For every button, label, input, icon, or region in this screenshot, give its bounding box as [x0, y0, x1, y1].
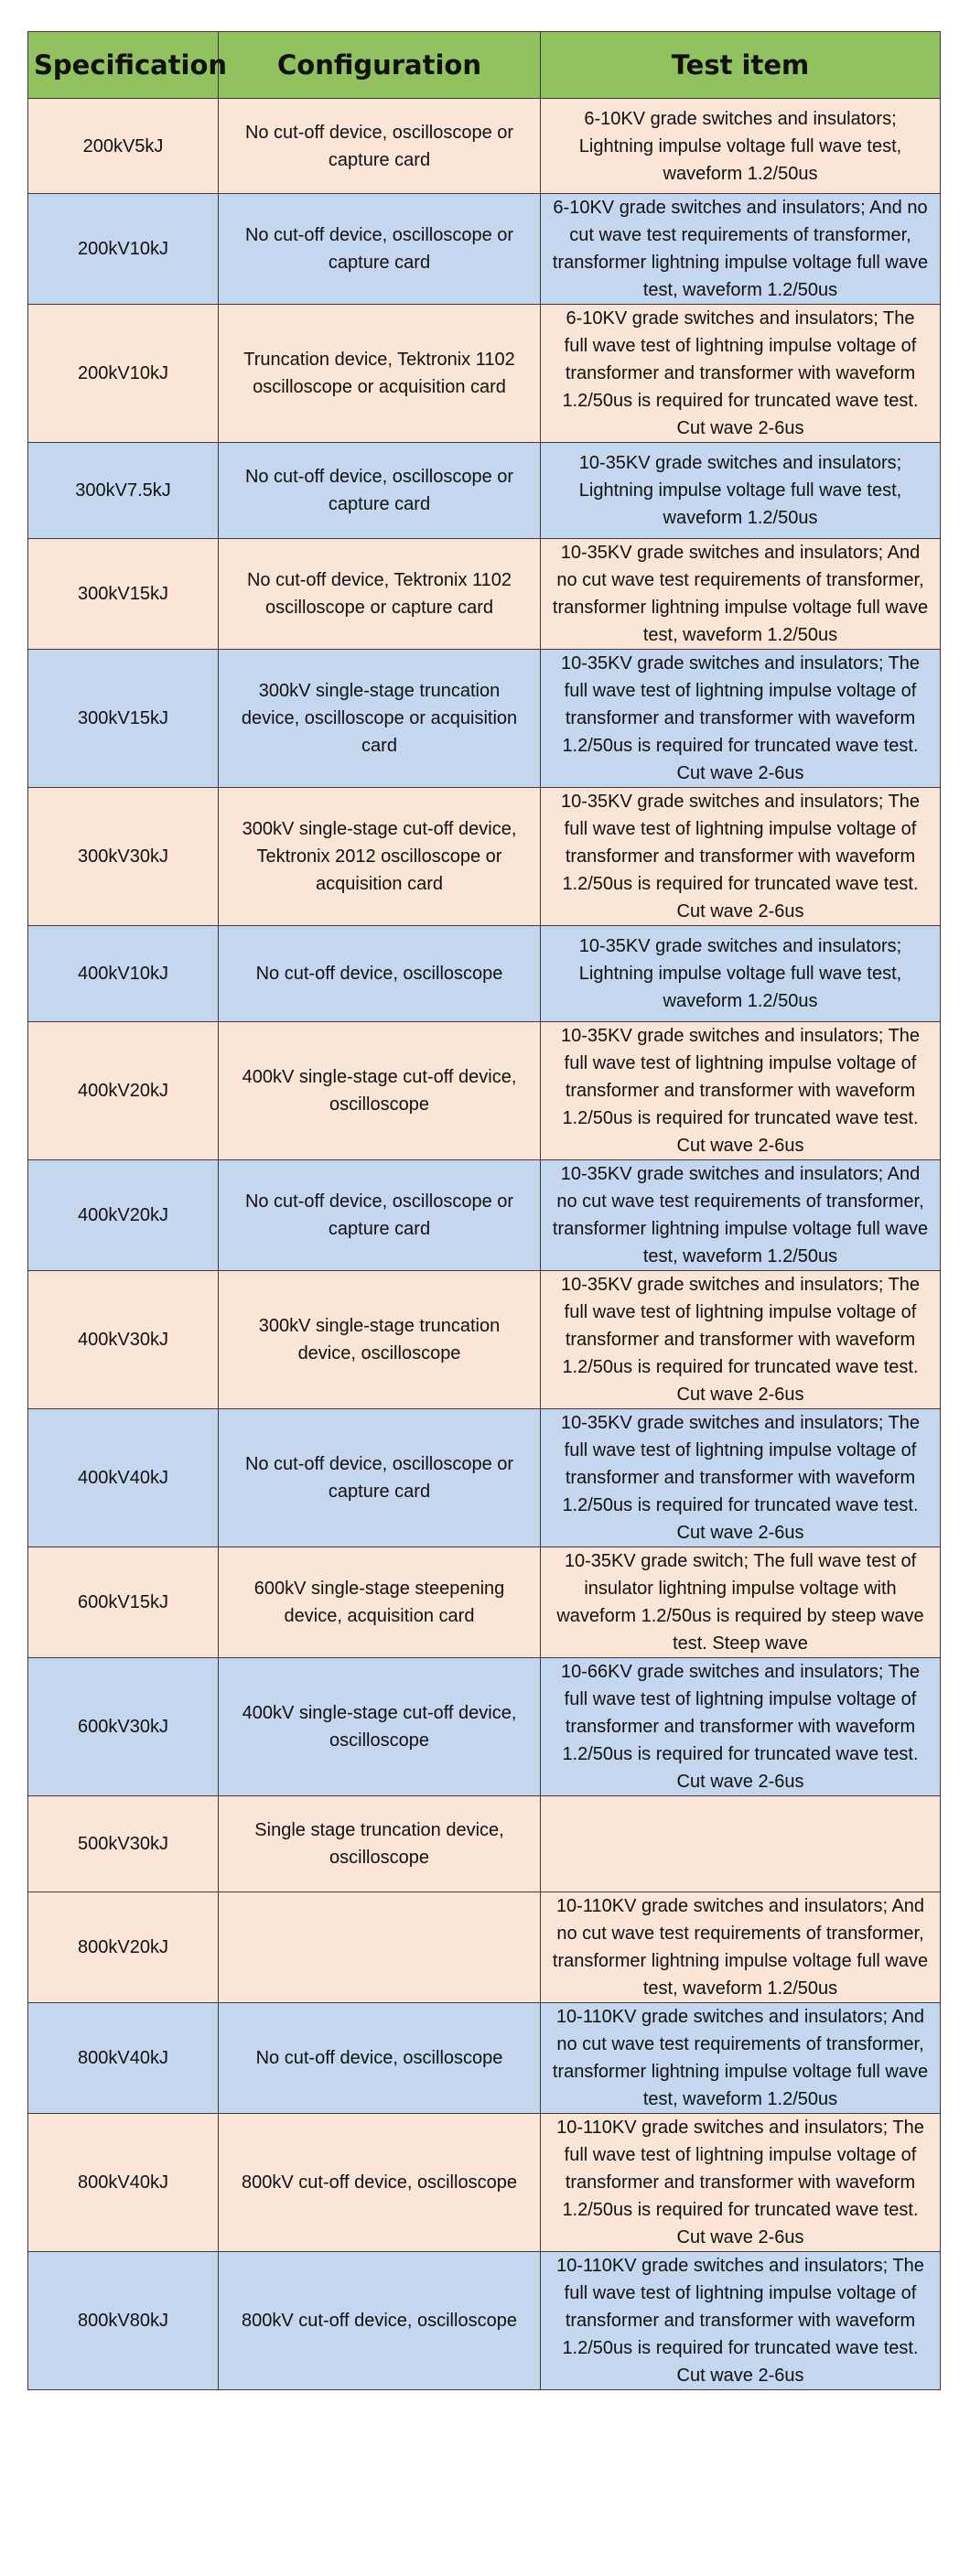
cell-specification: 800kV20kJ: [28, 1892, 219, 2003]
cell-configuration: 300kV single-stage truncation device, oscilloscope: [219, 1271, 541, 1409]
cell-specification: 200kV10kJ: [28, 194, 219, 305]
cell-specification: 400kV30kJ: [28, 1271, 219, 1409]
cell-configuration: Truncation device, Tektronix 1102 oscilloscope or acquisition card: [219, 305, 541, 443]
cell-test-item: [541, 1796, 941, 1892]
table-row: [28, 539, 941, 650]
cell-specification: 800kV40kJ: [28, 2003, 219, 2114]
cell-test-item: 10-110KV grade switches and insulators; And no cut wave test requirements of transformer, transformer lightning impulse voltage full wave test, waveform 1.2/50us: [541, 2003, 941, 2114]
cell-configuration: 400kV single-stage cut-off device, oscilloscope: [219, 1022, 541, 1160]
cell-specification: 800kV80kJ: [28, 2252, 219, 2390]
cell-configuration: 400kV single-stage cut-off device, oscilloscope: [219, 1658, 541, 1796]
cell-test-item: 10-66KV grade switches and insulators; The full wave test of lightning impulse voltage of transformer and transformer with waveform 1.2/50us is required for truncated wave test. Cut wave 2-6us: [541, 1658, 941, 1796]
table-row: [28, 926, 941, 1022]
cell-specification: 400kV20kJ: [28, 1160, 219, 1271]
cell-configuration: No cut-off device, oscilloscope or capture card: [219, 1409, 541, 1547]
cell-configuration: No cut-off device, oscilloscope or capture card: [219, 1160, 541, 1271]
cell-specification: 400kV40kJ: [28, 1409, 219, 1547]
header-configuration: Configuration: [219, 32, 541, 99]
table-row: [28, 1409, 941, 1547]
cell-specification: 200kV5kJ: [28, 99, 219, 194]
cell-configuration: No cut-off device, oscilloscope or capture card: [219, 194, 541, 305]
cell-specification: 300kV7.5kJ: [28, 443, 219, 539]
header-specification: Specification: [28, 32, 219, 99]
cell-configuration: 800kV cut-off device, oscilloscope: [219, 2114, 541, 2252]
cell-test-item: 10-35KV grade switches and insulators; Lightning impulse voltage full wave test, waveform 1.2/50us: [541, 443, 941, 539]
table-row: [28, 99, 941, 194]
cell-configuration: 600kV single-stage steepening device, acquisition card: [219, 1547, 541, 1658]
cell-test-item: 10-110KV grade switches and insulators; The full wave test of lightning impulse voltage of transformer and transformer with waveform 1.2/50us is required for truncated wave test. Cut wave 2-6us: [541, 2252, 941, 2390]
cell-specification: 300kV15kJ: [28, 539, 219, 650]
cell-specification: 600kV30kJ: [28, 1658, 219, 1796]
table-row: [28, 2003, 941, 2114]
cell-configuration: 800kV cut-off device, oscilloscope: [219, 2252, 541, 2390]
cell-test-item: 10-35KV grade switches and insulators; The full wave test of lightning impulse voltage of transformer and transformer with waveform 1.2/50us is required for truncated wave test. Cut wave 2-6us: [541, 1271, 941, 1409]
cell-specification: 300kV15kJ: [28, 650, 219, 788]
table-row: [28, 1796, 941, 1892]
cell-specification: 600kV15kJ: [28, 1547, 219, 1658]
cell-configuration: No cut-off device, Tektronix 1102 oscilloscope or capture card: [219, 539, 541, 650]
cell-configuration: Single stage truncation device, oscilloscope: [219, 1796, 541, 1892]
cell-specification: 400kV20kJ: [28, 1022, 219, 1160]
cell-test-item: 6-10KV grade switches and insulators; The full wave test of lightning impulse voltage of transformer and transformer with waveform 1.2/50us is required for truncated wave test. Cut wave 2-6us: [541, 305, 941, 443]
header-test-item: Test item: [541, 32, 941, 99]
cell-test-item: 6-10KV grade switches and insulators; And no cut wave test requirements of transformer, transformer lightning impulse voltage full wave test, waveform 1.2/50us: [541, 194, 941, 305]
table-row: [28, 305, 941, 443]
table-row: [28, 650, 941, 788]
spec-table: [27, 31, 941, 2390]
cell-test-item: 10-35KV grade switches and insulators; And no cut wave test requirements of transformer, transformer lightning impulse voltage full wave test, waveform 1.2/50us: [541, 539, 941, 650]
cell-test-item: 6-10KV grade switches and insulators; Lightning impulse voltage full wave test, waveform 1.2/50us: [541, 99, 941, 194]
cell-test-item: 10-35KV grade switches and insulators; The full wave test of lightning impulse voltage of transformer and transformer with waveform 1.2/50us is required for truncated wave test. Cut wave 2-6us: [541, 788, 941, 926]
cell-configuration: No cut-off device, oscilloscope: [219, 926, 541, 1022]
cell-configuration: No cut-off device, oscilloscope or capture card: [219, 443, 541, 539]
spec-table-wrapper: [27, 31, 940, 2390]
cell-specification: 400kV10kJ: [28, 926, 219, 1022]
cell-configuration: 300kV single-stage cut-off device, Tektronix 2012 oscilloscope or acquisition card: [219, 788, 541, 926]
table-row: [28, 1658, 941, 1796]
cell-specification: 800kV40kJ: [28, 2114, 219, 2252]
cell-test-item: 10-35KV grade switch; The full wave test of insulator lightning impulse voltage with waveform 1.2/50us is required by steep wave test. Steep wave: [541, 1547, 941, 1658]
table-row: [28, 2114, 941, 2252]
cell-configuration: 300kV single-stage truncation device, oscilloscope or acquisition card: [219, 650, 541, 788]
table-row: [28, 1160, 941, 1271]
table-row: [28, 194, 941, 305]
cell-configuration: [219, 1892, 541, 2003]
table-row: [28, 1547, 941, 1658]
table-row: [28, 1892, 941, 2003]
cell-test-item: 10-35KV grade switches and insulators; The full wave test of lightning impulse voltage of transformer and transformer with waveform 1.2/50us is required for truncated wave test. Cut wave 2-6us: [541, 1409, 941, 1547]
table-body: [28, 99, 941, 2390]
table-row: [28, 2252, 941, 2390]
cell-test-item: 10-35KV grade switches and insulators; The full wave test of lightning impulse voltage of transformer and transformer with waveform 1.2/50us is required for truncated wave test. Cut wave 2-6us: [541, 1022, 941, 1160]
cell-specification: 300kV30kJ: [28, 788, 219, 926]
table-row: [28, 443, 941, 539]
table-row: [28, 1022, 941, 1160]
table-row: [28, 788, 941, 926]
cell-test-item: 10-110KV grade switches and insulators; The full wave test of lightning impulse voltage of transformer and transformer with waveform 1.2/50us is required for truncated wave test. Cut wave 2-6us: [541, 2114, 941, 2252]
cell-test-item: 10-110KV grade switches and insulators; And no cut wave test requirements of transformer, transformer lightning impulse voltage full wave test, waveform 1.2/50us: [541, 1892, 941, 2003]
cell-specification: 500kV30kJ: [28, 1796, 219, 1892]
cell-specification: 200kV10kJ: [28, 305, 219, 443]
cell-configuration: No cut-off device, oscilloscope or capture card: [219, 99, 541, 194]
cell-test-item: 10-35KV grade switches and insulators; And no cut wave test requirements of transformer, transformer lightning impulse voltage full wave test, waveform 1.2/50us: [541, 1160, 941, 1271]
header-row: [28, 32, 941, 99]
cell-test-item: 10-35KV grade switches and insulators; Lightning impulse voltage full wave test, waveform 1.2/50us: [541, 926, 941, 1022]
table-row: [28, 1271, 941, 1409]
cell-configuration: No cut-off device, oscilloscope: [219, 2003, 541, 2114]
cell-test-item: 10-35KV grade switches and insulators; The full wave test of lightning impulse voltage of transformer and transformer with waveform 1.2/50us is required for truncated wave test. Cut wave 2-6us: [541, 650, 941, 788]
